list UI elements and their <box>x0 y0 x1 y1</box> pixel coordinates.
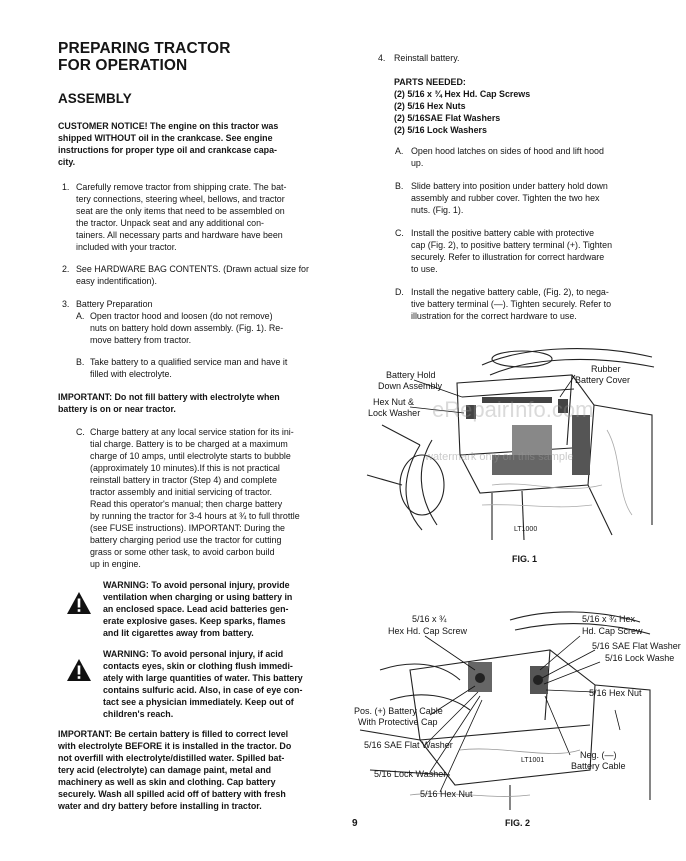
fig1-label-lock-washer: Lock Washer <box>368 408 421 418</box>
step-4d-text: Install the negative battery cable, (Fig. 2), to nega- tive battery terminal (—). Tighten securely. Refer to illustration for the correct hardware to use. <box>411 287 612 321</box>
step-2-text: See HARDWARE BAG CONTENTS. (Drawn actual size for easy indentification). <box>76 264 309 286</box>
fig2-label-positive-cable: Pos. (+) Battery Cable <box>354 706 443 716</box>
warning-triangle-icon <box>66 658 92 682</box>
fig2-caption: FIG. 2 <box>505 818 531 828</box>
fig1-part-code: LT1000 <box>514 526 538 533</box>
important-note-1: IMPORTANT: Do not fill battery with electrolyte when battery is on or near tractor. <box>58 392 280 414</box>
step-4b-text: Slide battery into position under battery hold down assembly and rubber cover. Tighten the two hex nuts. (Fig. 1). <box>411 181 608 215</box>
fig2-label-cap-screw-left: Hex Hd. Cap Screw <box>388 626 468 636</box>
fig1-label-down-assembly: Down Assembly <box>378 381 443 391</box>
step-1-number: 1. <box>62 182 70 192</box>
warning-ventilation: WARNING: To avoid personal injury, provide ventilation when charging or using battery in an enclosed space. Lead acid batteries gen- erate explosive gases. Keep sparks, flames and lit cigarettes away from battery. <box>103 580 293 638</box>
fig1-caption: FIG. 1 <box>512 554 538 564</box>
step-3-number: 3. <box>62 299 70 309</box>
step-1-text: Carefully remove tractor from shipping crate. The bat- tery connections, steering wheel, bellows, and tractor seat are the only items that need to be assembled on the tractor. Unpack seat and any additional con- tainers. All necessary parts and hardware have been included with your tractor. <box>76 182 287 252</box>
step-4-number: 4. <box>378 53 386 63</box>
watermark-text: eRepairInfo.com <box>432 397 594 422</box>
important-note-2: IMPORTANT: Be certain battery is filled to correct level with electrolyte BEFORE it is installed in the tractor. Do not overfill with electrolyte/distilled water. Spilled bat- tery acid (electrolyte) can damage paint, metal and machinery as well as skin and clothing. Cap battery securely. Wash all spilled acid off of battery with fresh water and dry battery before installing in tractor. <box>58 729 292 811</box>
step-4a-text: Open hood latches on sides of hood and lift hood up. <box>411 146 604 168</box>
watermark-subtext: watermark only on this sample <box>425 451 574 463</box>
section-heading: ASSEMBLY <box>58 91 132 106</box>
fig1-label-rubber: Rubber <box>591 364 621 374</box>
fig2-label-lock-washer-left: 5/16 Lock Washer <box>374 769 447 779</box>
warning-acid: WARNING: To avoid personal injury, if acid contacts eyes, skin or clothing flush immedi- ately with large quantities of water. This battery contains sulfuric acid. Also, in case of eye con- tact see a physician immediately. Keep out of children's reach. <box>103 649 303 719</box>
page-number: 9 <box>352 818 358 829</box>
fig2-label-lock-washer-right: 5/16 Lock Washe <box>605 653 675 663</box>
step-4b-letter: B. <box>395 181 404 191</box>
step-3c-text: Charge battery at any local service station for its ini- tial charge. Battery is to be charged at a maximum charge of 10 amps, until electrolyte starts to bubble (approximately 10 minutes).If this is not practical reinstall battery in tractor (Step 4) and complete tractor assembly and initial servicing of tractor. Read this operator's manual; then charge battery by running the tractor for 3-4 hours at ¾ to full throttle (see FUSE instructions). IMPORTANT: During the battery charging period use the tractor for cutting grass or some other task, to avoid carbon build up in engine. <box>90 427 300 569</box>
step-3c-letter: C. <box>76 427 85 437</box>
step-3a-letter: A. <box>76 311 85 321</box>
step-3a-text: Open tractor hood and loosen (do not remove) nuts on battery hold down assembly. (Fig. 1). Re- move battery from tractor. <box>90 311 284 345</box>
fig2-label-protective-cap: With Protective Cap <box>358 717 438 727</box>
parts-needed: PARTS NEEDED: (2) 5/16 x ¾ Hex Hd. Cap Screws (2) 5/16 Hex Nuts (2) 5/16SAE Flat Washers (2) 5/16 Lock Washers <box>394 77 531 135</box>
step-3-label: Battery Preparation <box>76 299 153 309</box>
fig1-label-battery-hold: Battery Hold <box>386 370 436 380</box>
warning-triangle-icon <box>66 591 92 615</box>
fig2-label-cap-screw-right: Hd. Cap Screw <box>582 626 643 636</box>
step-2-number: 2. <box>62 264 70 274</box>
step-4-label: Reinstall battery. <box>394 53 460 63</box>
fig2-label-sae-flat-washer-right: 5/16 SAE Flat Washer <box>592 641 681 651</box>
fig2-label-negative-cable: Battery Cable <box>571 761 626 771</box>
customer-notice: CUSTOMER NOTICE! The engine on this tractor was shipped WITHOUT oil in the crankcase. See engine instructions for proper type oil and crankcase capa- city. <box>58 121 279 167</box>
page-title-line1: PREPARING TRACTOR <box>58 40 231 57</box>
step-4c-text: Install the positive battery cable with protective cap (Fig. 2), to positive battery terminal (+). Tighten securely. Refer to illustration for correct hardware to use. <box>411 228 613 274</box>
fig1-label-battery-cover: Battery Cover <box>575 375 631 385</box>
fig2-part-code: LT1001 <box>521 757 545 764</box>
fig2-label-hex-nut-right: 5/16 Hex Nut <box>589 688 642 698</box>
page-title-line2: FOR OPERATION <box>58 57 188 74</box>
step-3b-letter: B. <box>76 357 85 367</box>
fig2-label-sae-flat-washer-left: 5/16 SAE Flat Washer <box>364 740 453 750</box>
step-4d-letter: D. <box>395 287 404 297</box>
step-4c-letter: C. <box>395 228 404 238</box>
fig1-label-hex-nut: Hex Nut & <box>373 397 415 407</box>
step-3b-text: Take battery to a qualified service man and have it filled with electrolyte. <box>90 357 288 379</box>
fig2-label-cap-screw-left-size: 5/16 x ¾ <box>412 614 447 624</box>
fig2-label-negative: Neg. (—) <box>580 750 617 760</box>
fig2-label-cap-screw-right-size: 5/16 x ¾ Hex <box>582 614 636 624</box>
fig2-label-hex-nut-left: 5/16 Hex Nut <box>420 789 473 799</box>
step-4a-letter: A. <box>395 146 404 156</box>
